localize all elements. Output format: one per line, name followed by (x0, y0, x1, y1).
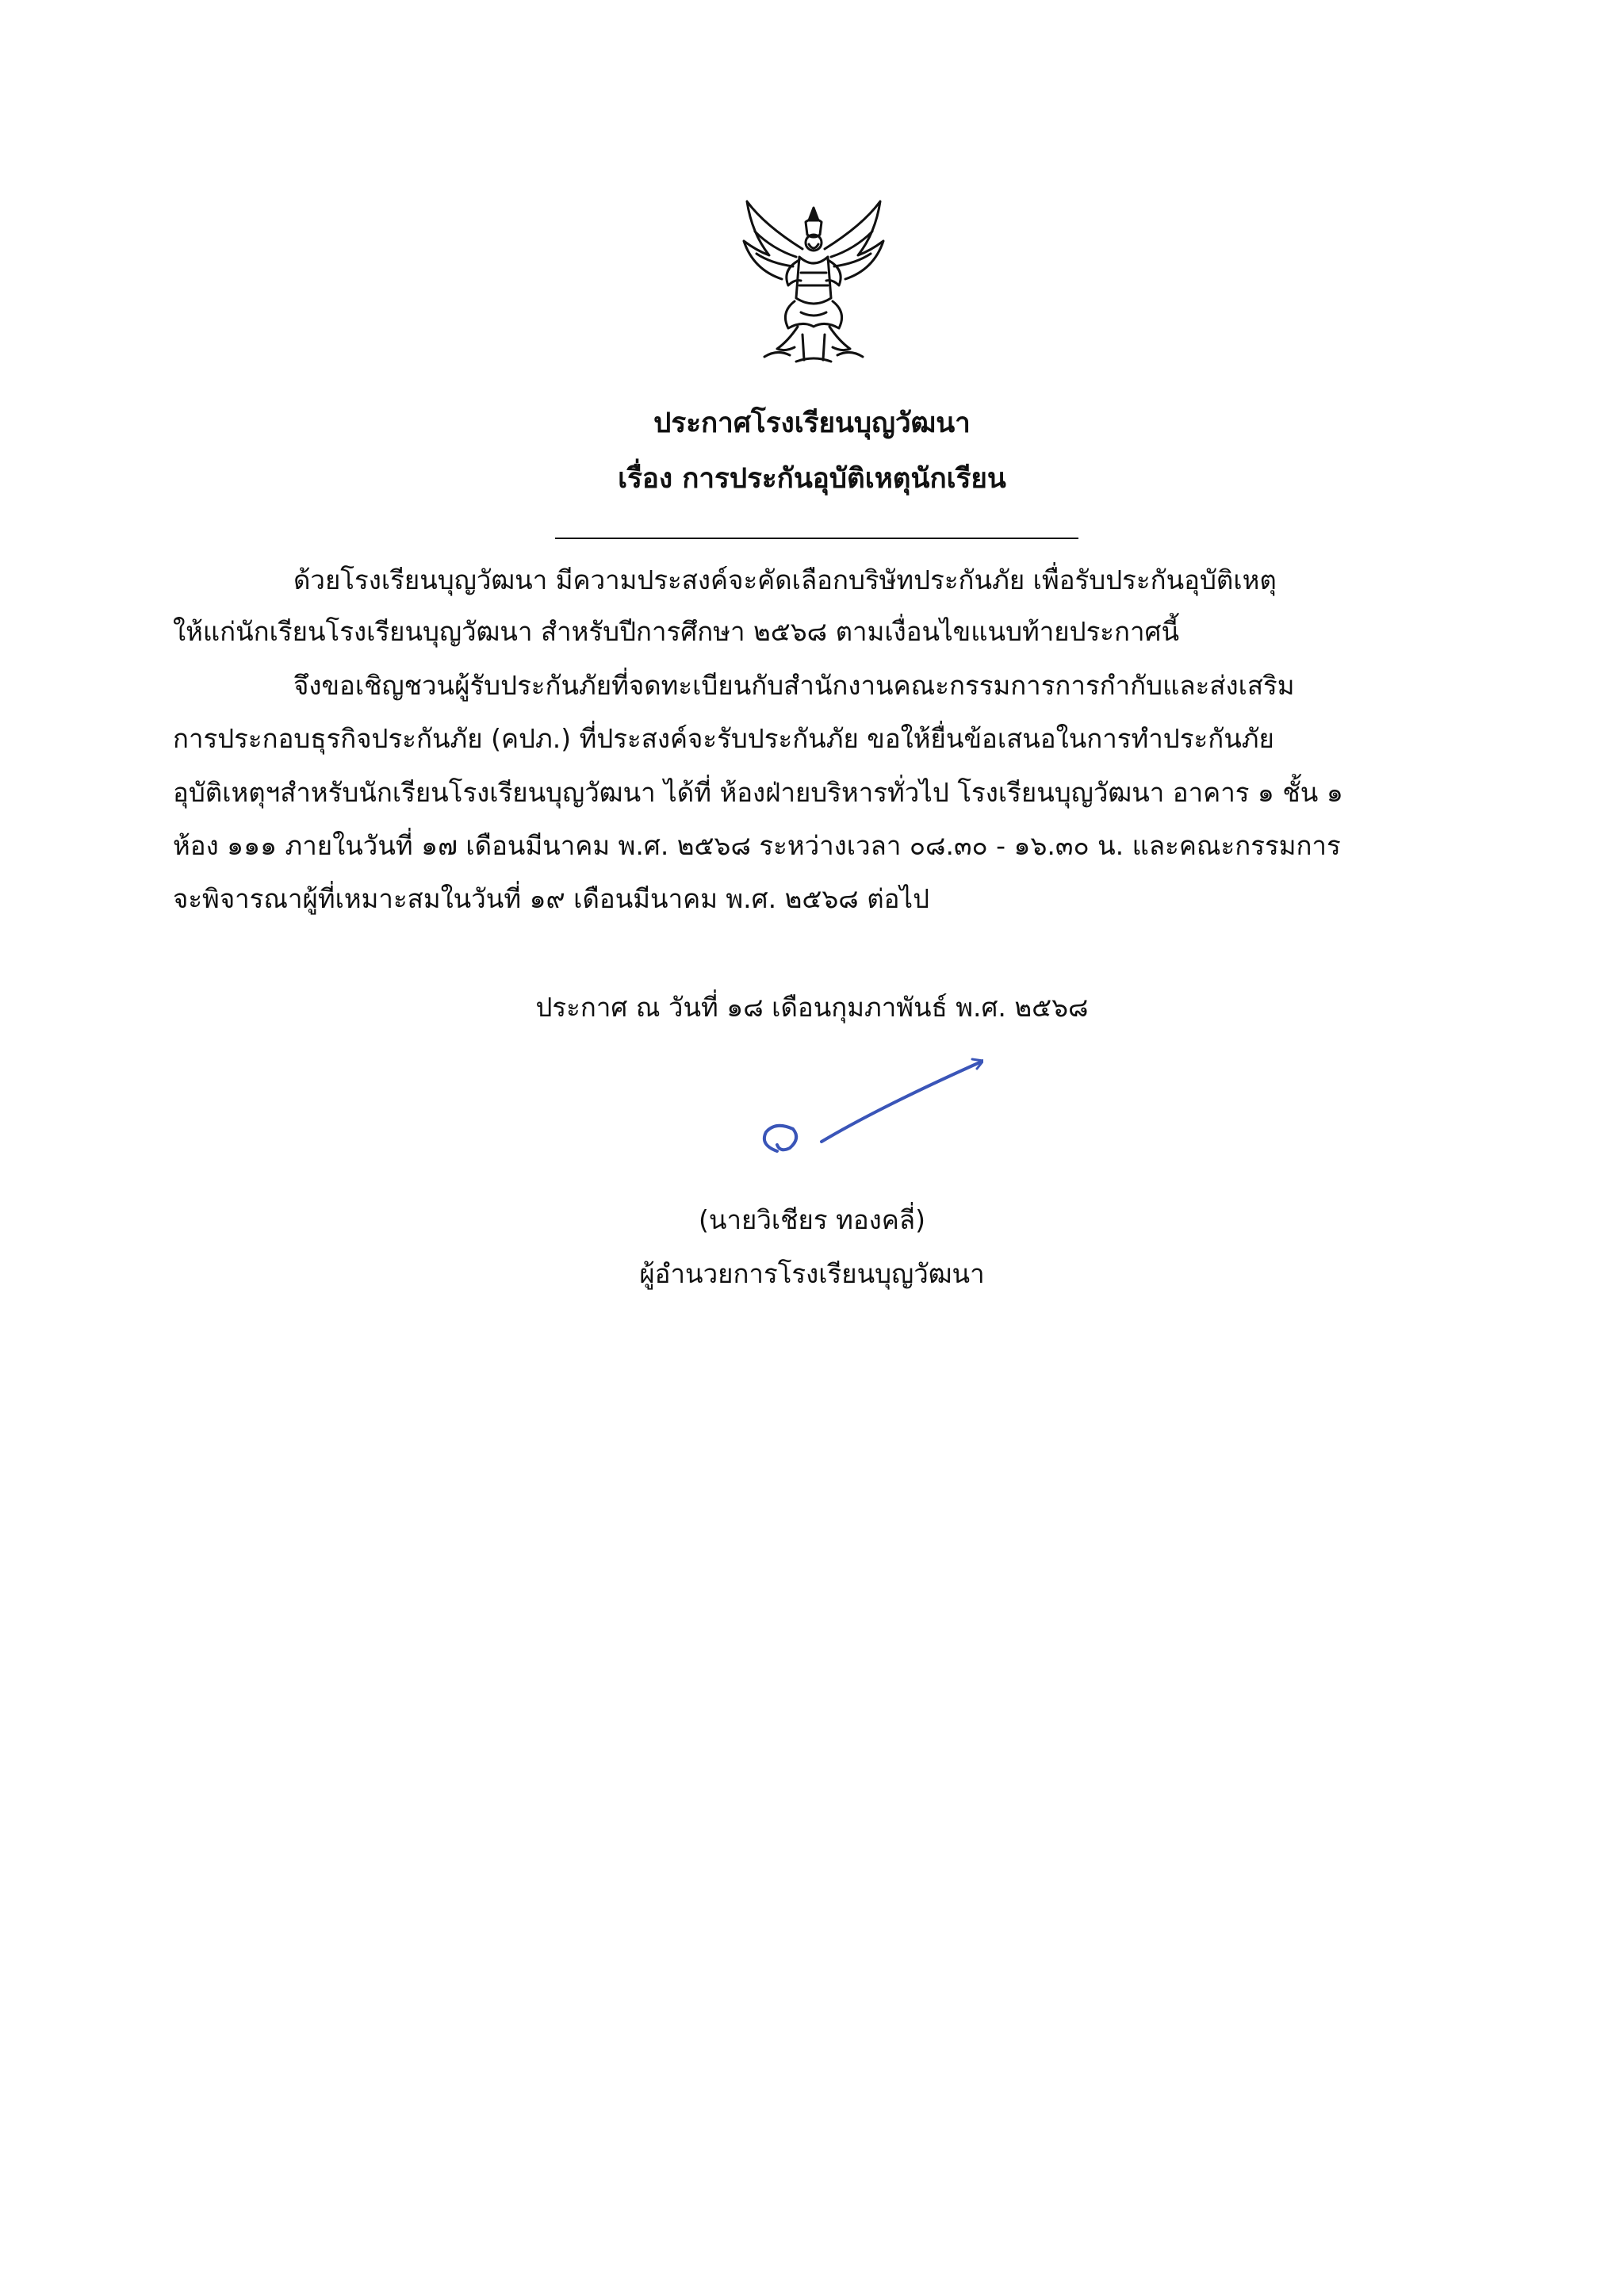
announcement-title: ประกาศโรงเรียนบุญวัฒนา (653, 408, 971, 439)
paragraph-2-line-5: จะพิจารณาผู้ที่เหมาะสมในวันที่ ๑๙ เดือนมีนาคม พ.ศ. ๒๕๖๘ ต่อไป (173, 883, 930, 914)
announcement-subject: เรื่อง การประกันอุบัติเหตุนักเรียน (618, 463, 1006, 495)
paragraph-2-line-1: จึงขอเชิญชวนผู้รับประกันภัยที่จดทะเบียนกับสำนักงานคณะกรรมการการกำกับและส่งเสริม (293, 670, 1295, 701)
paragraph-2-line-2: การประกอบธุรกิจประกันภัย (คปภ.) ที่ประสงค์จะรับประกันภัย ขอให้ยื่นข้อเสนอในการทำประกันภัย (173, 723, 1274, 754)
garuda-emblem-icon (733, 193, 894, 368)
signer-position: ผู้อำนวยการโรงเรียนบุญวัฒนา (639, 1258, 985, 1289)
handwritten-signature-icon (745, 1056, 983, 1167)
signer-name: (นายวิเชียร ทองคลี่) (699, 1204, 925, 1235)
paragraph-1-line-1: ด้วยโรงเรียนบุญวัฒนา มีความประสงค์จะคัดเลือกบริษัทประกันภัย เพื่อรับประกันอุบัติเหตุ (293, 564, 1277, 595)
title-divider (555, 538, 1078, 539)
announcement-date: ประกาศ ณ วันที่ ๑๘ เดือนกุมภาพันธ์ พ.ศ. ๒๕๖๘ (535, 992, 1089, 1023)
paragraph-2-line-3: อุบัติเหตุฯสำหรับนักเรียนโรงเรียนบุญวัฒนา ได้ที่ ห้องฝ่ายบริหารทั่วไป โรงเรียนบุญวัฒนา อาคาร ๑ ชั้น ๑ (173, 777, 1343, 808)
paragraph-1-line-2: ให้แก่นักเรียนโรงเรียนบุญวัฒนา สำหรับปีการศึกษา ๒๕๖๘ ตามเงื่อนไขแนบท้ายประกาศนี้ (173, 616, 1180, 647)
paragraph-2-line-4: ห้อง ๑๑๑ ภายในวันที่ ๑๗ เดือนมีนาคม พ.ศ. ๒๕๖๘ ระหว่างเวลา ๐๘.๓๐ - ๑๖.๓๐ น. และคณะกรรมการ (173, 830, 1341, 861)
